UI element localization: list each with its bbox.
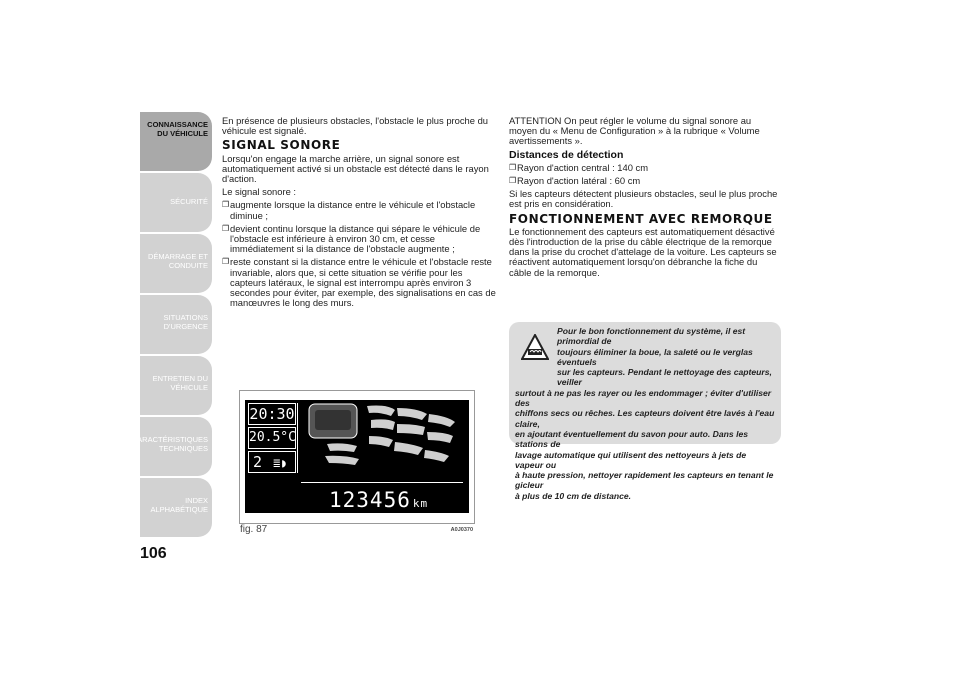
figure-frame: [239, 390, 475, 524]
headlight-icon: ≣◗: [273, 456, 288, 470]
tab-situations-durgence[interactable]: [140, 295, 212, 354]
list-item: ❐ augmente lorsque la distance entre le véhicule et l'obstacle diminue ;: [222, 199, 476, 221]
page-number: 106: [140, 545, 167, 562]
temperature-readout: 20.5°C: [248, 427, 296, 449]
attention-paragraph: ATTENTION On peut régler le volume du signal sonore au moyen du « Menu de Configuration » à la rubrique « Volume avertissements ».: [509, 115, 760, 147]
tab-securite[interactable]: [140, 173, 212, 232]
subheading-distances: Distances de détection: [509, 148, 624, 161]
odometer: [329, 488, 428, 512]
warning-text: Pour le bon fonctionnement du système, il est primordial de toujours éliminer la boue, la saleté ou le verglas éventuels sur les capteurs. Pendant le nettoyage des capteurs, veiller surtout à ne pas les rayer ou les endommager ; éviter d'utiliser des chiffons secs ou rêches. Les capteurs doivent être lavés à l'eau claire, en ajoutant éventuellement du savon pour auto. Dans les stations de lavage automatique qui utilisent des nettoyeurs à jets de vapeur ou à haute pression, nettoyer rapidement les capteurs en tenant le gicleur à plus de 10 cm de distance.: [515, 326, 775, 501]
left-column: [222, 116, 500, 311]
tab-caracteristiques-techniques[interactable]: [131, 417, 212, 476]
tab-index-alphabetique[interactable]: [140, 478, 212, 537]
section-heading-signal-sonore: SIGNAL SONORE: [222, 138, 341, 153]
gear-number: 2: [253, 453, 263, 471]
figure-caption: fig. 87: [240, 524, 268, 535]
paragraph: Le fonctionnement des capteurs est automatiquement désactivé dès l'introduction de la prise du câble électrique de la remorque dans la prise du crochet d'attelage de la voiture. Les capteurs se réactivent automatiquement lorsqu'on débranche la fiche du câble de la remorque.: [509, 225, 777, 278]
tab-label: INDEX ALPHABÉTIQUE: [150, 496, 208, 514]
checkbox-bullet-icon: ❐: [222, 223, 230, 233]
warning-box: [509, 322, 781, 501]
paragraph: Le signal sonore :: [222, 186, 297, 198]
tab-label: CONNAISSANCE DU VÉHICULE: [147, 120, 208, 138]
figure-dashboard-display: [239, 390, 475, 545]
tab-label: ENTRETIEN DU VÉHICULE: [152, 374, 208, 392]
odometer-value: 123456: [329, 488, 411, 512]
list-item: ❐ reste constant si la distance entre le véhicule et l'obstacle reste invariable, alors que, si cette situation se vérifie pour les capteurs latéraux, le signal est interrompu après environ 3 secondes pour éviter, par exemple, des signalisations en cas de manœuvres le long des murs.: [222, 256, 496, 309]
tab-label: CARACTÉRISTIQUES TECHNIQUES: [131, 435, 208, 453]
tab-label: SITUATIONS D'URGENCE: [163, 313, 208, 331]
tab-connaissance-du-vehicule[interactable]: [140, 112, 212, 171]
checkbox-bullet-icon: ❐: [509, 162, 517, 172]
instrument-display: [245, 400, 469, 513]
clock-readout: 20:30: [249, 405, 295, 423]
paragraph: Si les capteurs détectent plusieurs obstacles, seul le plus proche est pris en considération.: [509, 188, 778, 210]
tab-label: DÉMARRAGE ET CONDUITE: [147, 252, 208, 270]
checkbox-bullet-icon: ❐: [222, 257, 230, 267]
tab-label: SÉCURITÉ: [170, 197, 208, 206]
paragraph: Lorsqu'on engage la marche arrière, un signal sonore est automatiquement activé si un obstacle est détecté dans le rayon d'action.: [222, 152, 489, 185]
list-item: ❐ devient continu lorsque la distance qui sépare le véhicule de l'obstacle est inférieure à environ 30 cm, et cesse immédiatement si la distance de l'obstacle augmente ;: [222, 222, 481, 255]
list-item: ❐ Rayon d'action central : 140 cm: [509, 161, 649, 173]
intro-paragraph: En présence de plusieurs obstacles, l'obstacle le plus proche du véhicule est signalé.: [222, 115, 489, 137]
right-column: [509, 116, 781, 281]
odometer-unit: km: [412, 497, 429, 510]
tab-demarrage-et-conduite[interactable]: [140, 234, 212, 293]
section-heading-remorque: FONCTIONNEMENT AVEC REMORQUE: [509, 211, 773, 226]
checkbox-bullet-icon: ❐: [222, 200, 230, 210]
list-item: ❐ Rayon d'action latéral : 60 cm: [509, 175, 641, 187]
tab-entretien-du-vehicule[interactable]: [140, 356, 212, 415]
chapter-tabs: [131, 112, 212, 539]
figure-code: A0J0370: [450, 527, 473, 533]
checkbox-bullet-icon: ❐: [509, 176, 517, 186]
